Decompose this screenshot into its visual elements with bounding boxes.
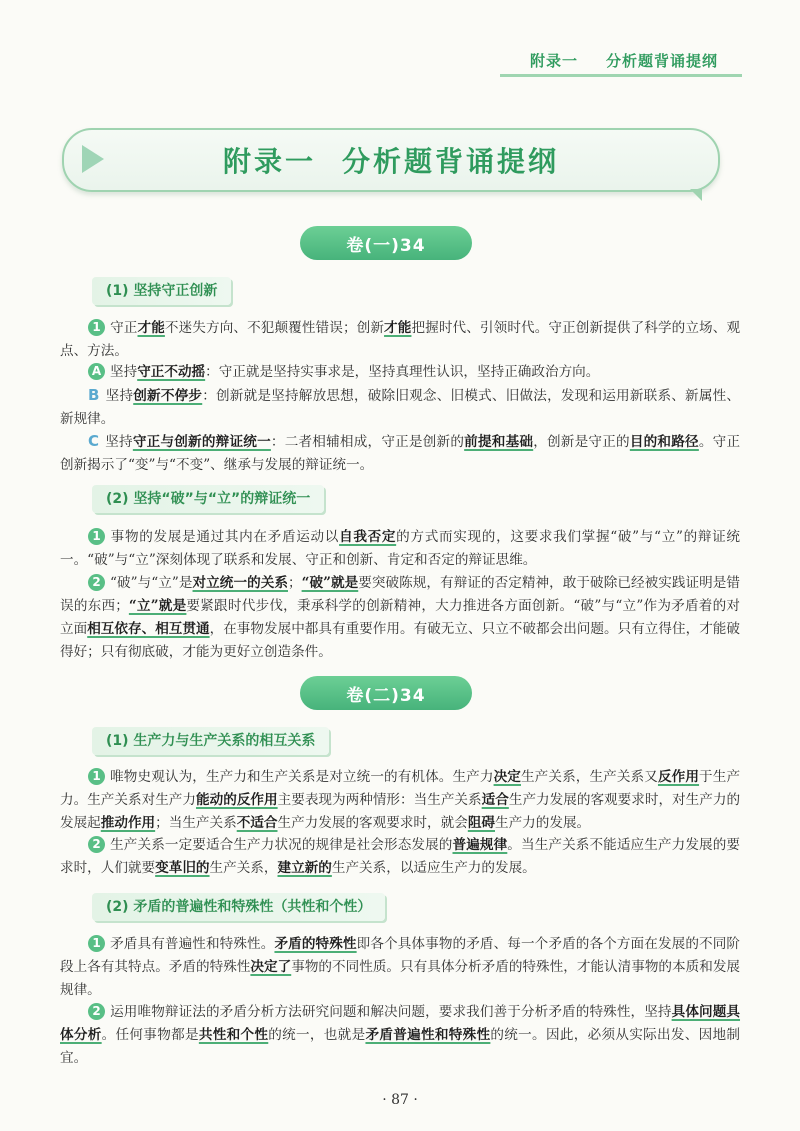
paper-label-1: 卷(一)34 — [300, 226, 472, 260]
paragraph-2-2-1 — [60, 933, 740, 1002]
text: 把握时代、引领时代。守正创新提供了科学的立场、观点、方法。 — [60, 320, 741, 359]
keyword: 自我否定 — [339, 529, 397, 545]
text: 生产关系一定要适合生产力状况的规律是社会形态发展的 — [110, 837, 453, 853]
text: 不迷失方向、不犯颠覆性错误；创新 — [164, 320, 385, 336]
keyword: 才能 — [384, 320, 412, 336]
keyword: 变革旧的 — [155, 860, 210, 876]
page-title — [223, 140, 559, 180]
play-icon — [82, 145, 104, 173]
page-title-appendix: 附录一 — [222, 145, 316, 178]
keyword: “破”就是 — [301, 575, 359, 591]
text: 即各个具体事物的矛盾、每一个矛盾的各个方面在发展的不同阶段上各有其特点。矛盾的特殊性 — [60, 936, 741, 975]
paragraph-1-2-1 — [60, 526, 740, 572]
section-heading-2-1: (1) 生产力与生产关系的相互关系 — [92, 727, 329, 755]
keyword: 建立新的 — [277, 860, 332, 876]
section-heading-1-1: (1) 坚持守正创新 — [92, 277, 231, 305]
text: ，创新是守正的 — [533, 434, 630, 450]
text: 的统一。因此，必须从实际出发、因地制宜。 — [60, 1027, 741, 1066]
keyword: 目的和路径 — [629, 434, 699, 450]
keyword: 具体问题具体分析 — [60, 1004, 741, 1043]
paper-label-2: 卷(二)34 — [300, 676, 472, 710]
title-banner — [62, 128, 720, 192]
number-badge: A — [88, 363, 105, 380]
text: 生产力发展的客观要求时，就会 — [277, 815, 468, 831]
keyword: 矛盾的特殊性 — [274, 936, 357, 952]
keyword: 共性和个性 — [198, 1027, 269, 1043]
keyword: 矛盾普遍性和特殊性 — [365, 1027, 491, 1043]
text: ；当生产关系 — [155, 815, 237, 831]
number-badge: 2 — [88, 574, 105, 591]
paragraph-1-2-2 — [60, 572, 740, 664]
running-header-title: 分析题背诵提纲 — [605, 52, 718, 70]
keyword: “立”就是 — [128, 598, 187, 614]
number-badge: 1 — [88, 319, 105, 336]
keyword: 决定了 — [250, 959, 292, 975]
keyword: 守正与创新的辩证统一 — [132, 434, 271, 450]
text: “破”与“立”是 — [110, 575, 193, 591]
paragraph-1-1-b — [60, 384, 740, 431]
number-badge: 1 — [88, 768, 105, 785]
text: 主要表现为两种情形：当生产关系 — [277, 792, 482, 808]
text: 的统一，也就是 — [268, 1027, 366, 1043]
text: ：守正就是坚持实事求是，坚持真理性认识，坚持正确政治方向。 — [205, 364, 600, 380]
text: 的方式而实现的，这要求我们掌握“破”与“立”的辩证统一。“破”与“立”深刻体现了联系和发展、守正和创新、肯定和否定的辩证思维。 — [60, 529, 741, 568]
text: 守正 — [110, 320, 138, 336]
paragraph-1-1-c — [60, 430, 740, 477]
text: 唯物史观认为，生产力和生产关系是对立统一的有机体。生产力 — [110, 769, 494, 785]
text: 坚持 — [110, 364, 138, 380]
paragraph-2-2-2 — [60, 1001, 740, 1070]
keyword: 阻碍 — [467, 815, 495, 831]
text: 要突破陈规，有辩证的否定精神，敢于破除已经被实践证明是错误的东西； — [60, 575, 741, 614]
text: 事物的不同性质。只有具体分析矛盾的特殊性，才能认清事物的本质和发展规律。 — [60, 959, 741, 998]
page-number: · 87 · — [382, 1092, 418, 1108]
running-header-text — [530, 50, 718, 71]
number-badge: 2 — [88, 836, 105, 853]
text: 。守正创新揭示了“变”与“不变”、继承与发展的辩证统一。 — [60, 434, 741, 473]
text: 生产力发展的客观要求时，对生产力的发展起 — [60, 792, 741, 831]
keyword: 前提和基础 — [464, 434, 534, 450]
number-badge: 2 — [88, 1003, 105, 1020]
keyword: 能动的反作用 — [196, 792, 278, 808]
keyword: 适合 — [481, 792, 509, 808]
text: 生产关系，生产关系又 — [520, 769, 658, 785]
text: 于生产力。生产关系对生产力 — [60, 769, 741, 808]
text: 生产力的发展。 — [495, 815, 591, 831]
text: 坚持 — [105, 434, 133, 450]
number-badge: 1 — [88, 528, 105, 545]
text: ：二者相辅相成，守正是创新的 — [270, 434, 465, 450]
paragraph-2-1-2 — [60, 834, 740, 880]
text: 。当生产关系不能适应生产力发展的要求时，人们就要 — [60, 837, 741, 876]
keyword: 才能 — [137, 320, 165, 336]
running-header-appendix: 附录一 — [529, 52, 578, 70]
section-heading-1-2: (2) 坚持“破”与“立”的辩证统一 — [92, 485, 324, 513]
banner-corner-decoration — [690, 189, 702, 201]
page-title-text: 分析题背诵提纲 — [342, 145, 560, 178]
text: ； — [288, 575, 302, 591]
text: 坚持 — [105, 388, 134, 404]
keyword: 普遍规律 — [452, 837, 508, 853]
text: 生产关系， — [209, 860, 278, 876]
section-heading-2-2: (2) 矛盾的普遍性和特殊性（共性和个性） — [92, 893, 385, 921]
text: 。任何事物都是 — [101, 1027, 199, 1043]
text: 生产关系，以适应生产力的发展。 — [331, 860, 536, 876]
number-badge: 1 — [88, 935, 105, 952]
keyword: 反作用 — [657, 769, 700, 785]
keyword: 创新不停步 — [133, 388, 203, 404]
running-header-rule — [500, 74, 742, 77]
running-header — [0, 50, 800, 76]
keyword: 守正不动摇 — [137, 364, 206, 380]
keyword: 不适合 — [236, 815, 278, 831]
keyword: 推动作用 — [100, 815, 156, 831]
keyword: 相互依存、相互贯通 — [87, 621, 210, 637]
text: 矛盾具有普遍性和特殊性。 — [110, 936, 275, 952]
keyword: 决定 — [493, 769, 521, 785]
letter-badge: C — [88, 432, 100, 450]
text: ，在事物发展中都具有重要作用。有破无立、只立不破都会出问题。只有立得住，才能破得好；只有彻底破，才能为更好立创造条件。 — [60, 621, 741, 660]
paragraph-1-1-1 — [60, 317, 740, 363]
text: 事物的发展是通过其内在矛盾运动以 — [110, 529, 340, 545]
text: 要紧跟时代步伐，秉承科学的创新精神，大力推进各方面创新。“破”与“立”作为矛盾着的对立面 — [60, 598, 741, 637]
text: ：创新就是坚持解放思想，破除旧观念、旧模式、旧做法，发现和运用新联系、新属性、新规律。 — [60, 388, 741, 427]
paragraph-2-1-1 — [60, 766, 740, 835]
text: 运用唯物辩证法的矛盾分析方法研究问题和解决问题，要求我们善于分析矛盾的特殊性，坚持 — [110, 1004, 672, 1020]
letter-badge: B — [88, 386, 100, 404]
keyword: 对立统一的关系 — [192, 575, 288, 591]
paragraph-1-1-a — [60, 361, 740, 384]
